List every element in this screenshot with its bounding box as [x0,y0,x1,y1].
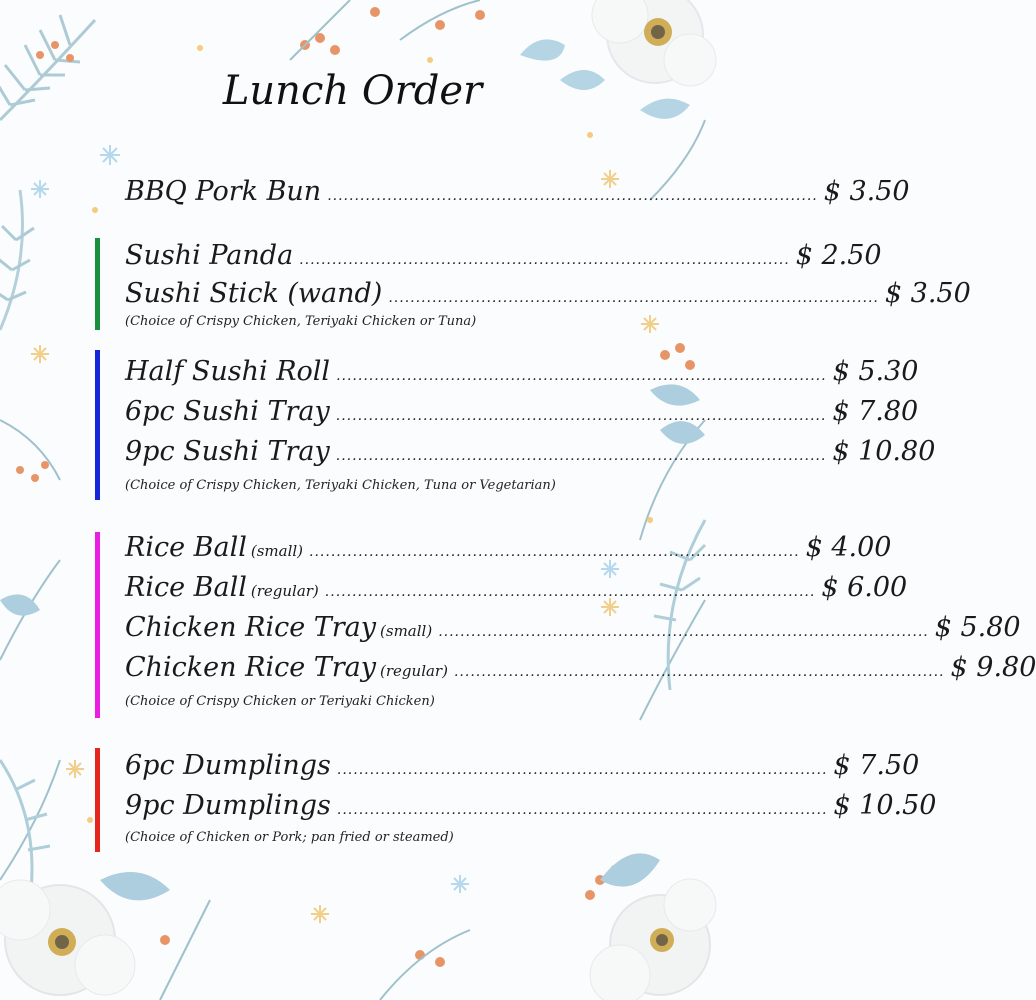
item-name: 9pc Dumplings [125,790,331,821]
page-title: Lunch Order [222,68,483,114]
item-note: (Choice of Chicken or Pork; pan fried or steamed) [125,830,454,845]
item-price: $ 5.30 [832,356,919,387]
leader-dots: .......................................................................................... [309,544,800,560]
item-name: Half Sushi Roll [125,356,331,387]
menu-item [125,532,892,563]
menu-group-sushi-small [95,238,971,330]
item-size: (regular) [250,582,319,600]
menu-item [125,652,1036,683]
menu-group-rice [95,532,1036,718]
item-size: (regular) [380,662,448,680]
item-note: (Choice of Crispy Chicken, Teriyaki Chicken, Tuna or Vegetarian) [125,478,556,493]
leader-dots: .......................................................................................... [324,584,816,600]
item-name: Rice Ball [125,532,247,563]
item-name: Rice Ball [125,572,247,603]
item-price: $ 9.80 [950,652,1036,683]
leader-dots: .......................................................................................... [335,448,827,464]
item-name: Chicken Rice Tray [125,612,377,643]
menu-item [125,436,936,467]
item-note: (Choice of Crispy Chicken, Teriyaki Chicken or Tuna) [125,314,477,329]
item-name: Sushi Panda [125,240,294,271]
menu-item [125,240,882,271]
item-price: $ 4.00 [805,532,892,563]
section-color-bar [95,532,100,718]
item-price: $ 5.80 [934,612,1021,643]
item-price: $ 7.50 [833,750,920,781]
menu-group-sushi-rolls [95,350,936,500]
item-size: (small) [380,622,433,640]
menu-item [125,572,908,603]
menu-group-buns [95,176,910,226]
menu-item [125,790,937,821]
item-price: $ 3.50 [823,176,910,207]
item-name: 9pc Sushi Tray [125,436,330,467]
leader-dots: .......................................................................................... [327,188,818,204]
menu-item [125,356,919,387]
item-price: $ 2.50 [795,240,882,271]
menu-item [125,612,1021,643]
item-price: $ 10.50 [833,790,937,821]
item-name: Sushi Stick (wand) [125,278,383,309]
section-color-bar [95,748,100,852]
menu-item [125,176,910,207]
leader-dots: .......................................................................................... [336,802,828,818]
item-name: BBQ Pork Bun [125,176,322,207]
leader-dots: .......................................................................................... [299,252,790,268]
leader-dots: .......................................................................................... [336,762,828,778]
menu-item [125,396,919,427]
item-price: $ 10.80 [832,436,936,467]
item-name: 6pc Dumplings [125,750,331,781]
menu-item [125,278,971,309]
item-note: (Choice of Crispy Chicken or Teriyaki Chicken) [125,694,435,709]
leader-dots: .......................................................................................... [335,408,827,424]
item-size: (small) [250,542,304,560]
menu-item [125,750,920,781]
item-name: Chicken Rice Tray [125,652,377,683]
item-price: $ 3.50 [884,278,971,309]
item-price: $ 7.80 [832,396,919,427]
section-color-bar [95,238,100,330]
leader-dots: .......................................................................................... [336,368,827,384]
leader-dots: .......................................................................................... [438,624,929,640]
section-color-bar [95,350,100,500]
item-name: 6pc Sushi Tray [125,396,330,427]
item-price: $ 6.00 [821,572,908,603]
leader-dots: .......................................................................................... [388,290,879,306]
menu-group-dumplings [95,748,937,852]
leader-dots: .......................................................................................... [453,664,945,680]
